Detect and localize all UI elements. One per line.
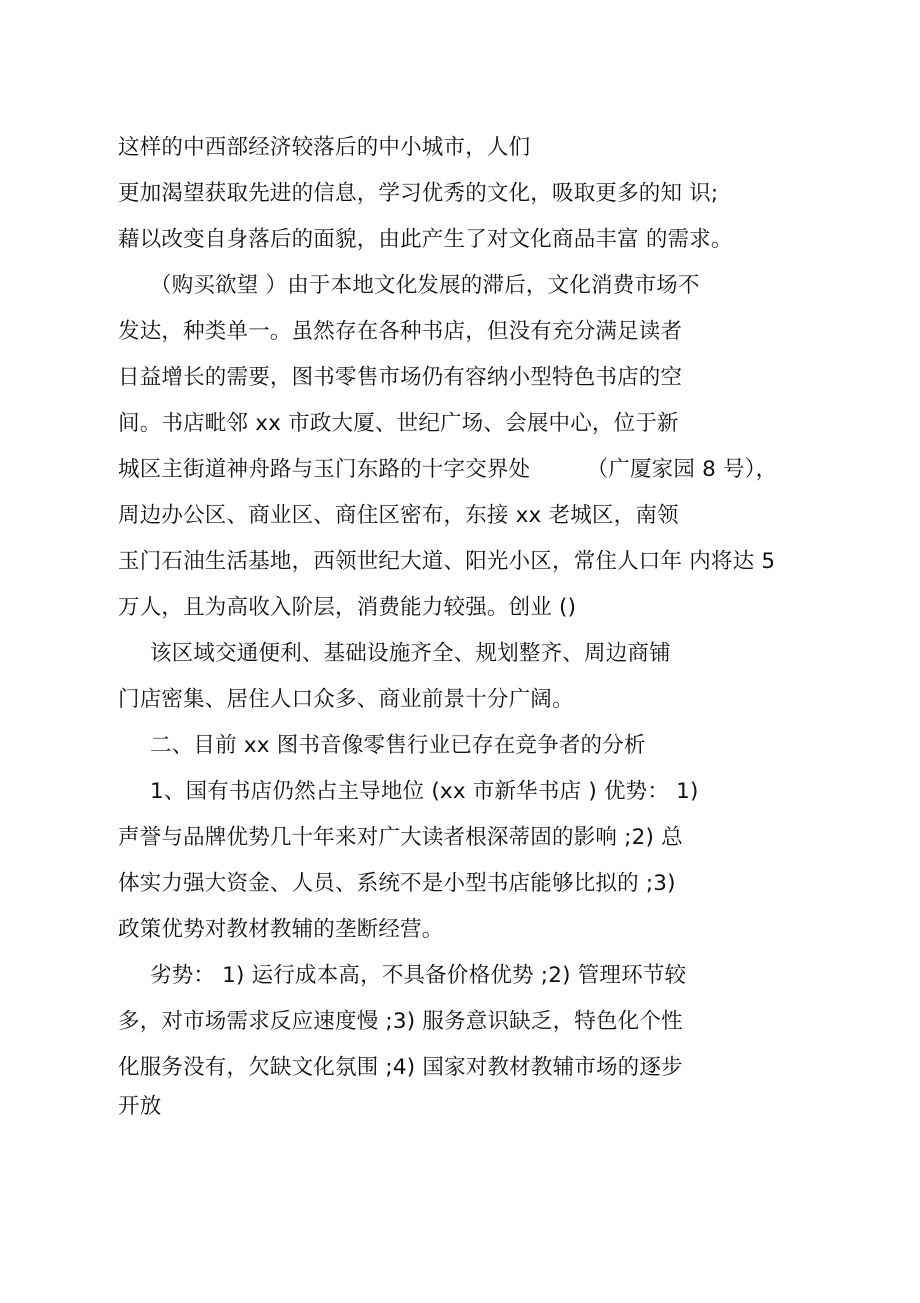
text-line: 化服务没有，欠缺文化氛围 ;4) 国家对教材教辅市场的逐步 (118, 1055, 683, 1080)
text-line: 声誉与品牌优势几十年来对广大读者根深蒂固的影响 ;2) 总 (118, 825, 683, 850)
text-line: 城区主街道神舟路与玉门东路的十字交界处 （广厦家园 8 号）， (118, 457, 778, 482)
text-line: 周边办公区、商业区、商住区密布，东接 xx 老城区，南领 (118, 503, 679, 528)
text-line: 开放 (118, 1094, 162, 1119)
text-line: 玉门石油生活基地，西领世纪大道、阳光小区，常住人口年 内将达 5 (118, 549, 776, 574)
document-text-body (118, 125, 838, 1123)
text-line: 该区域交通便利、基础设施齐全、规划整齐、周边商铺 (150, 641, 671, 666)
text-line: 体实力强大资金、人员、系统不是小型书店能够比拟的 ;3) (118, 871, 676, 896)
subsection-heading-line: 1、国有书店仍然占主导地位 (xx 市新华书店 ) 优势： 1) (150, 779, 699, 804)
text-line: （购买欲望 ）由于本地文化发展的滞后，文化消费市场不 (150, 273, 700, 298)
text-line: 门店密集、居住人口众多、商业前景十分广阔。 (118, 687, 574, 712)
text-line: 劣势： 1) 运行成本高，不具备价格优势 ;2) 管理环节较 (150, 963, 687, 988)
text-line: 日益增长的需要，图书零售市场仍有容纳小型特色书店的空 (118, 365, 683, 390)
text-line: 藉以改变自身落后的面貌，由此产生了对文化商品丰富 的需求。 (118, 227, 733, 252)
text-line: 多，对市场需求反应速度慢 ;3) 服务意识缺乏，特色化个性 (118, 1009, 683, 1034)
text-line: 发达，种类单一。虽然存在各种书店，但没有充分满足读者 (118, 319, 683, 344)
text-line: 间。书店毗邻 xx 市政大厦、世纪广场、会展中心，位于新 (118, 411, 679, 436)
text-line: 政策优势对教材教辅的垄断经营。 (118, 917, 444, 942)
text-line: 万人，且为高收入阶层，消费能力较强。创业 () (118, 595, 577, 620)
section-heading-line: 二、目前 xx 图书音像零售行业已存在竞争者的分析 (150, 733, 646, 758)
text-line: 更加渴望获取先进的信息，学习优秀的文化，吸取更多的知 识; (118, 181, 719, 206)
text-line: 这样的中西部经济较落后的中小城市，人们 (118, 135, 531, 160)
